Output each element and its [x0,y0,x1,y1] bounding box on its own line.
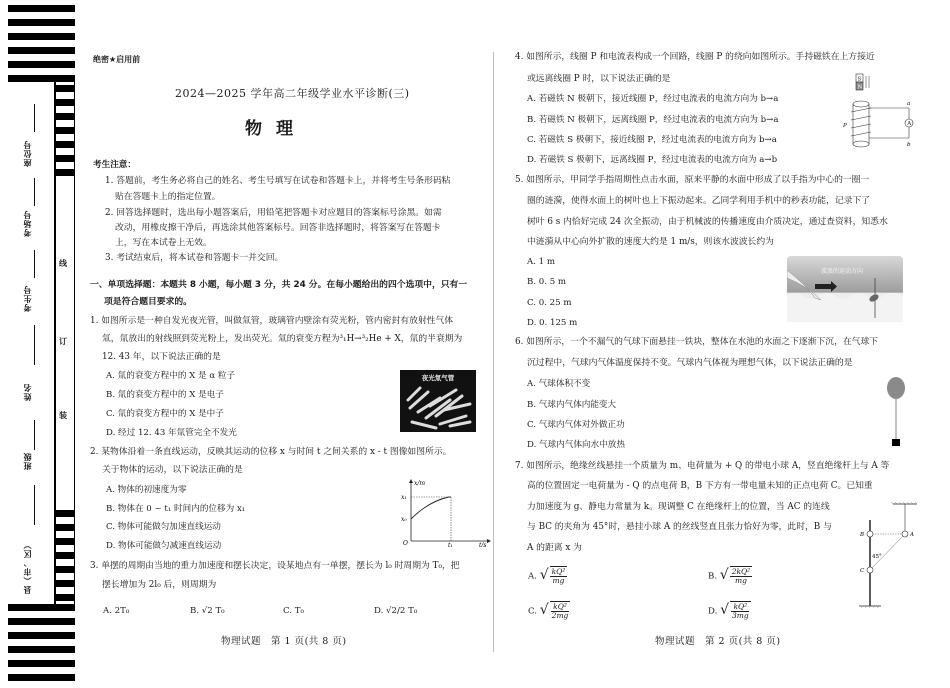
tritium-tubes-photo [400,370,476,432]
graph-x0: x₀ [401,516,407,523]
exam-title: 2024—2025 学年高二年级学业水平诊断(三) [175,87,410,100]
bind-mark-line: 线 [59,259,67,268]
ammeter-label: A [907,121,912,127]
charge-rod-figure [847,500,927,612]
notice-item: 上，写在本试卷上无效。 [115,238,212,248]
q6-option-a: A. 气球体积不变 [527,379,591,389]
notice-item: 改动，用橡皮擦干净后，再选涂其他答案标号。回答非选择题时，将答案写在答题卡 [115,223,441,233]
q4-option-b: B. 若磁铁 N 极朝下，远离线圈 P，经过电流表的电流方向为 b→a [527,115,779,125]
q7-option-d: D. √ $\frac{\text{kQ²}}{3mg}$ [708,602,749,621]
q4-option-d: D. 若磁铁 S 极朝下，远离线圈 P，经过电流表的电流方向为 a→b [527,155,778,165]
q2-option-b: B. 物体在 0 ~ t₁ 时间内的位移为 x₁ [106,504,246,514]
graph-x-label: t/s [479,542,487,547]
photo-caption: 夜光氚气管 [421,374,455,382]
graph-x1: x₁ [401,494,407,501]
barcode-stripes-top [8,5,75,89]
q3-option-c: C. T₀ [283,606,304,616]
field-underline [34,485,35,525]
q3-stem: 3. 单摆的周期由当地的重力加速度和摆长决定，设某地点有一单摆，摆长为 l₀ 时周期为 T₀，把 [90,561,460,571]
q1-option-a: A. 氚的衰变方程中的 X 是 α 粒子 [106,371,236,381]
graph-origin: O [403,540,408,547]
notice-item: 贴在答题卡上的指定位置。 [115,192,221,202]
field-room-number: 考场号 [23,210,32,237]
wave-direction-caption: 波浪的运动方向 [821,268,864,275]
secret-mark: 绝密★启用前 [93,55,141,64]
field-county: 县（市、区） [23,540,32,594]
angle-label: 45° [872,554,882,560]
field-student-number: 考生号 [23,285,32,312]
charge-b-label: B [860,532,865,538]
water-wave-photo [787,256,903,322]
terminal-a: a [907,101,911,107]
notice-heading: 考生注意： [93,160,136,170]
q5-stem: 中涟漪从中心向外扩散的速度大约是 1 m/s，则该水波波长约为 [527,237,774,247]
q4-option-a: A. 若磁铁 N 极朝下，接近线圈 P，经过电流表的电流方向为 b→a [527,94,779,104]
field-underline [34,325,35,365]
q4-stem: 4. 如图所示，线圈 P 和电流表构成一个回路，线圈 P 的绕向如图所示。手持磁铁在上方接近 [515,52,875,62]
q1-option-d: D. 经过 12. 43 年氚管完全不发光 [106,428,237,438]
q2-option-d: D. 物体可能做匀减速直线运动 [106,541,222,551]
q2-option-a: A. 物体的初速度为零 [106,485,187,495]
graph-y-label: x/m [414,480,426,487]
barcode-stripes-bottom [8,604,75,688]
field-underline [34,250,35,278]
balloon-iron-figure [885,376,909,448]
q3-option-a: A. 2T₀ [103,606,130,616]
q7-stem: 力加速度为 g、静电力常量为 k。现调整 C 在绝缘杆上的位置，当 AC 的连线 [527,502,830,512]
q6-stem: 6. 如图所示，一个不漏气的气球下面悬挂一铁块，整体在水池的水面之下逐渐下沉，在气球下 [515,337,879,347]
q7-stem: 7. 如图所示，绝缘丝线悬挂一个质量为 m、电荷量为 + Q 的带电小球 A，竖直绝缘杆上与 A 等 [515,461,890,471]
barcode-stripes-inner-bottom [54,510,75,608]
q4-stem: 或远离线圈 P 时，以下说法正确的是 [527,74,671,84]
q5-option-d: D. 0. 125 m [527,318,578,328]
q6-option-b: B. 气球内气体内能变大 [527,400,617,410]
q4-option-c: C. 若磁铁 S 极朝下，接近线圈 P，经过电流表的电流方向为 b→a [527,135,777,145]
q3-option-b: B. √2 T₀ [190,606,225,616]
q5-stem: 树叶 6 s 内恰好完成 24 次全振动，由于机械波的传播速度由介质决定，通过查资料，知悉水 [527,217,888,227]
charge-a-label: A [910,532,914,538]
q7-stem: 与 BC 的夹角为 45°时，悬挂小球 A 的丝线竖直且张力恰好为零，此时，B 与 [527,522,832,532]
q7-option-c: C. √ $\frac{\text{kQ²}}{2mg}$ [528,602,569,621]
q2-option-c: C. 物体可能做匀加速直线运动 [106,522,221,532]
coil-label: P [843,123,847,129]
notice-item: 3. 考试结束后，将本试卷和答题卡一并交回。 [105,253,284,263]
barcode-stripes-inner-top [54,85,75,183]
q7-stem: A 的距离 x 为 [527,543,582,553]
q1-stem: 12. 43 年，以下说法正确的是 [102,352,221,362]
q5-stem: 圈的涟漪，使得水面上的树叶也上下振动起来。乙同学利用手机中的秒表功能，记录下了 [527,196,871,206]
q5-option-a: A. 1 m [527,257,556,267]
column-divider [493,52,494,652]
q1-stem: 氚，氚放出的射线照到荧光粉上，发出荧光。氚的衰变方程为³₁H→³₂He + X，氚的半衰期为 [102,334,463,344]
bind-mark-staple: 订 [59,337,67,346]
field-underline [34,104,35,132]
bind-mark-bind: 装 [59,411,67,420]
q1-option-b: B. 氚的衰变方程中的 X 是电子 [106,390,224,400]
q1-stem: 1. 如图所示是一种自发光夜光管，叫做氚管，玻璃管内壁涂有荧光粉，管内密封有放射性气体 [90,316,454,326]
graph-t1: t₁ [448,542,453,547]
field-underline [34,178,35,206]
notice-item: 1. 答题前，考生务必将自己的姓名、考生号填写在试卷和答题卡上，并将考生号条形码粘 [105,176,451,186]
q1-option-c: C. 氚的衰变方程中的 X 是中子 [106,409,224,419]
page-footer: 物理试题 第 1 页(共 8 页) [221,636,347,647]
coil-circuit-figure [841,72,921,162]
magnet-bottom-pole: N [857,84,863,91]
q6-option-d: D. 气球内气体向水中放热 [527,440,625,450]
q3-stem: 摆长增加为 2l₀ 后，则周期为 [102,580,217,590]
q7-option-b: B. √ $\frac{\text{2kQ²}}{mg}$ [708,567,751,586]
xt-graph [399,479,491,547]
q5-option-c: C. 0. 25 m [527,298,572,308]
field-underline [34,420,35,450]
section-heading-cont: 项是符合题目要求的。 [104,297,192,307]
q7-option-a: A. √ $\frac{\text{kQ²}}{mg}$ [528,567,566,586]
notice-item: 2. 回答选择题时，选出每小题答案后，用铅笔把答题卡对应题目的答案标号涂黑。如需 [105,208,442,218]
magnet-top-pole: S [857,76,862,83]
page-footer: 物理试题 第 2 页(共 8 页) [655,636,781,647]
q6-option-c: C. 气球内气体对外做正功 [527,420,625,430]
charge-c-label: C [860,568,865,574]
q3-option-d: D. √2/2 T₀ [374,606,418,616]
field-seat-number: 座位号 [23,140,32,167]
field-class: 班级 [23,452,32,470]
terminal-b: b [907,142,911,148]
q6-stem: 沉过程中，气球内气体温度保持不变。气球内气体视为理想气体，以下说法正确的是 [527,358,853,368]
q5-option-b: B. 0. 5 m [527,277,567,287]
q2-stem: 关于物体的运动，以下说法正确的是 [102,465,243,475]
section-heading: 一、单项选择题：本题共 8 小题，每小题 3 分，共 24 分。在每小题给出的四个选项中，只有一 [90,280,468,290]
q2-stem: 2. 某物体沿着一条直线运动，反映其运动的位移 x 与时间 t 之间关系的 x - t 图像如图所示。 [90,447,452,457]
field-name: 姓名 [23,383,32,401]
subject-title: 物理 [245,119,307,139]
q5-stem: 5. 如图所示，甲同学手指周期性点击水面，原来平静的水面中形成了以手指为中心的一圈一 [515,175,870,185]
q7-stem: 高的位置固定一电荷量为 - Q 的点电荷 B，B 下方有一带电量未知的正点电荷 C。已知重 [527,481,873,491]
